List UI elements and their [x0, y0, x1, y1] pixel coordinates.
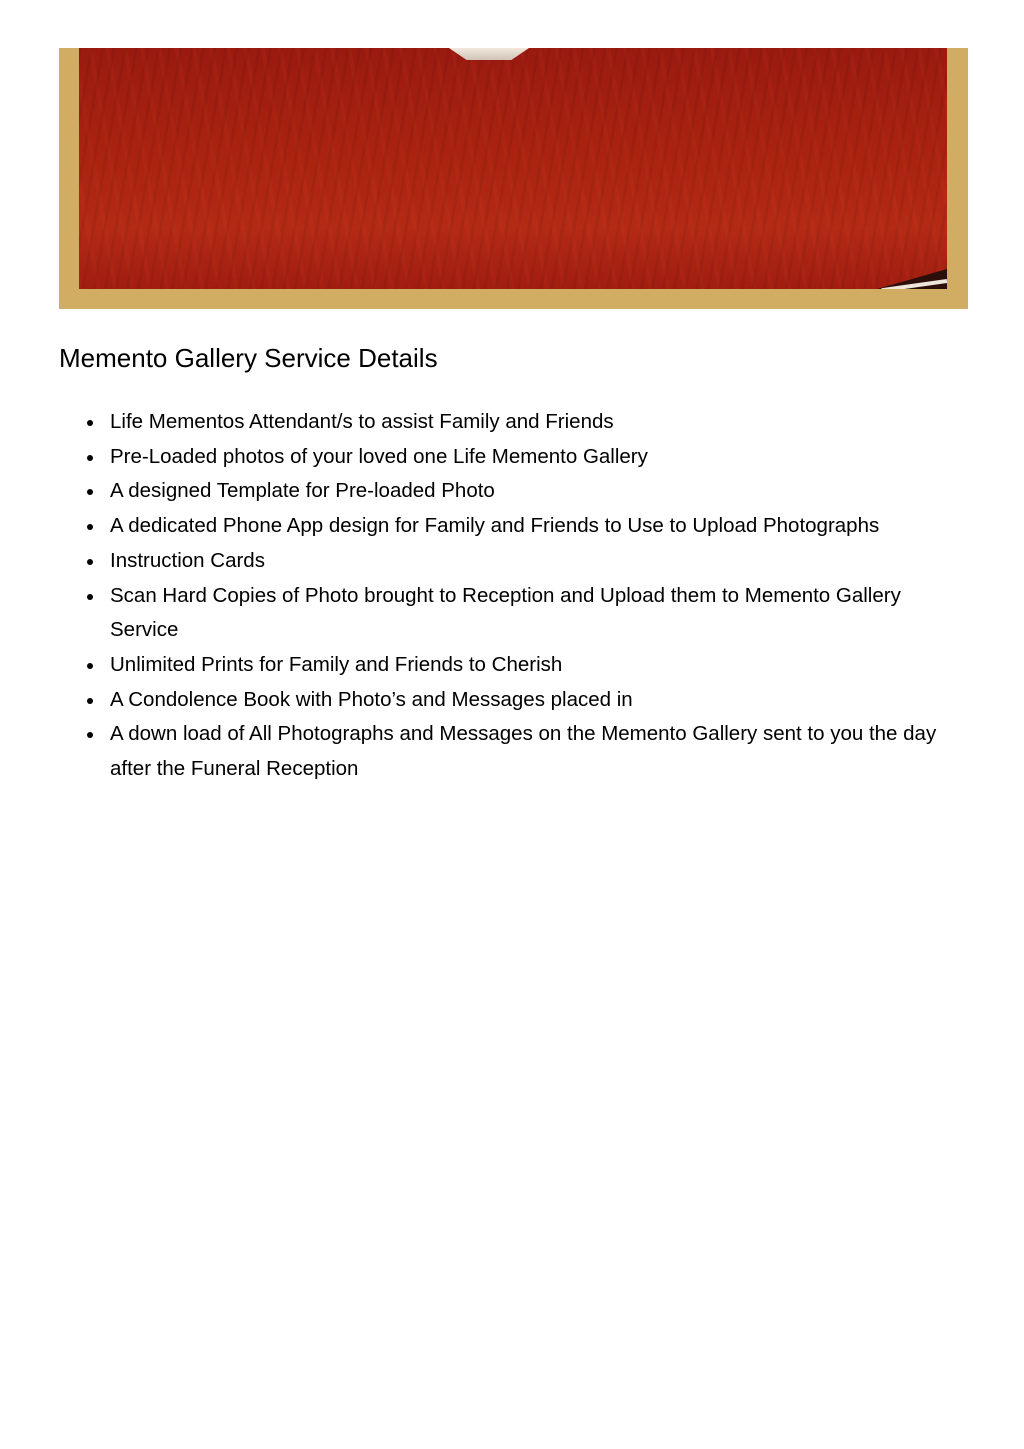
list-item	[110, 683, 969, 718]
list-item	[110, 579, 969, 648]
list-item-text: A designed Template for Pre-loaded Photo	[110, 479, 495, 503]
bullet-icon	[87, 455, 93, 461]
bullet-icon	[87, 732, 93, 738]
list-item-text: Pre-Loaded photos of your loved one Life Memento Gallery	[110, 444, 648, 468]
list-item	[110, 717, 969, 786]
list-item	[110, 648, 969, 683]
memento-photo-frame	[59, 48, 968, 309]
list-item	[110, 509, 969, 544]
list-item	[110, 405, 969, 440]
service-details-list	[59, 405, 969, 787]
bullet-icon	[87, 559, 93, 565]
memento-photo	[79, 48, 947, 289]
bullet-icon	[87, 420, 93, 426]
list-item	[110, 440, 969, 475]
list-item-text: Scan Hard Copies of Photo brought to Reception and Upload them to Memento Gallery Service	[110, 583, 901, 642]
bullet-icon	[87, 524, 93, 530]
list-item-text: A Condolence Book with Photo’s and Messages placed in	[110, 687, 633, 711]
paper-fold	[449, 48, 529, 60]
list-item-text: A down load of All Photographs and Messages on the Memento Gallery sent to you the day after the Funeral Reception	[110, 722, 937, 781]
list-item-text: Instruction Cards	[110, 548, 265, 572]
bullet-icon	[87, 594, 93, 600]
page-title: Memento Gallery Service Details	[59, 343, 438, 373]
bullet-icon	[87, 489, 93, 495]
list-item	[110, 544, 969, 579]
bullet-icon	[87, 663, 93, 669]
list-item-text: A dedicated Phone App design for Family and Friends to Use to Upload Photographs	[110, 514, 880, 538]
list-item	[110, 474, 969, 509]
list-item-text: Unlimited Prints for Family and Friends to Cherish	[110, 652, 563, 676]
bullet-icon	[87, 698, 93, 704]
list-item-text: Life Mementos Attendant/s to assist Family and Friends	[110, 410, 614, 433]
